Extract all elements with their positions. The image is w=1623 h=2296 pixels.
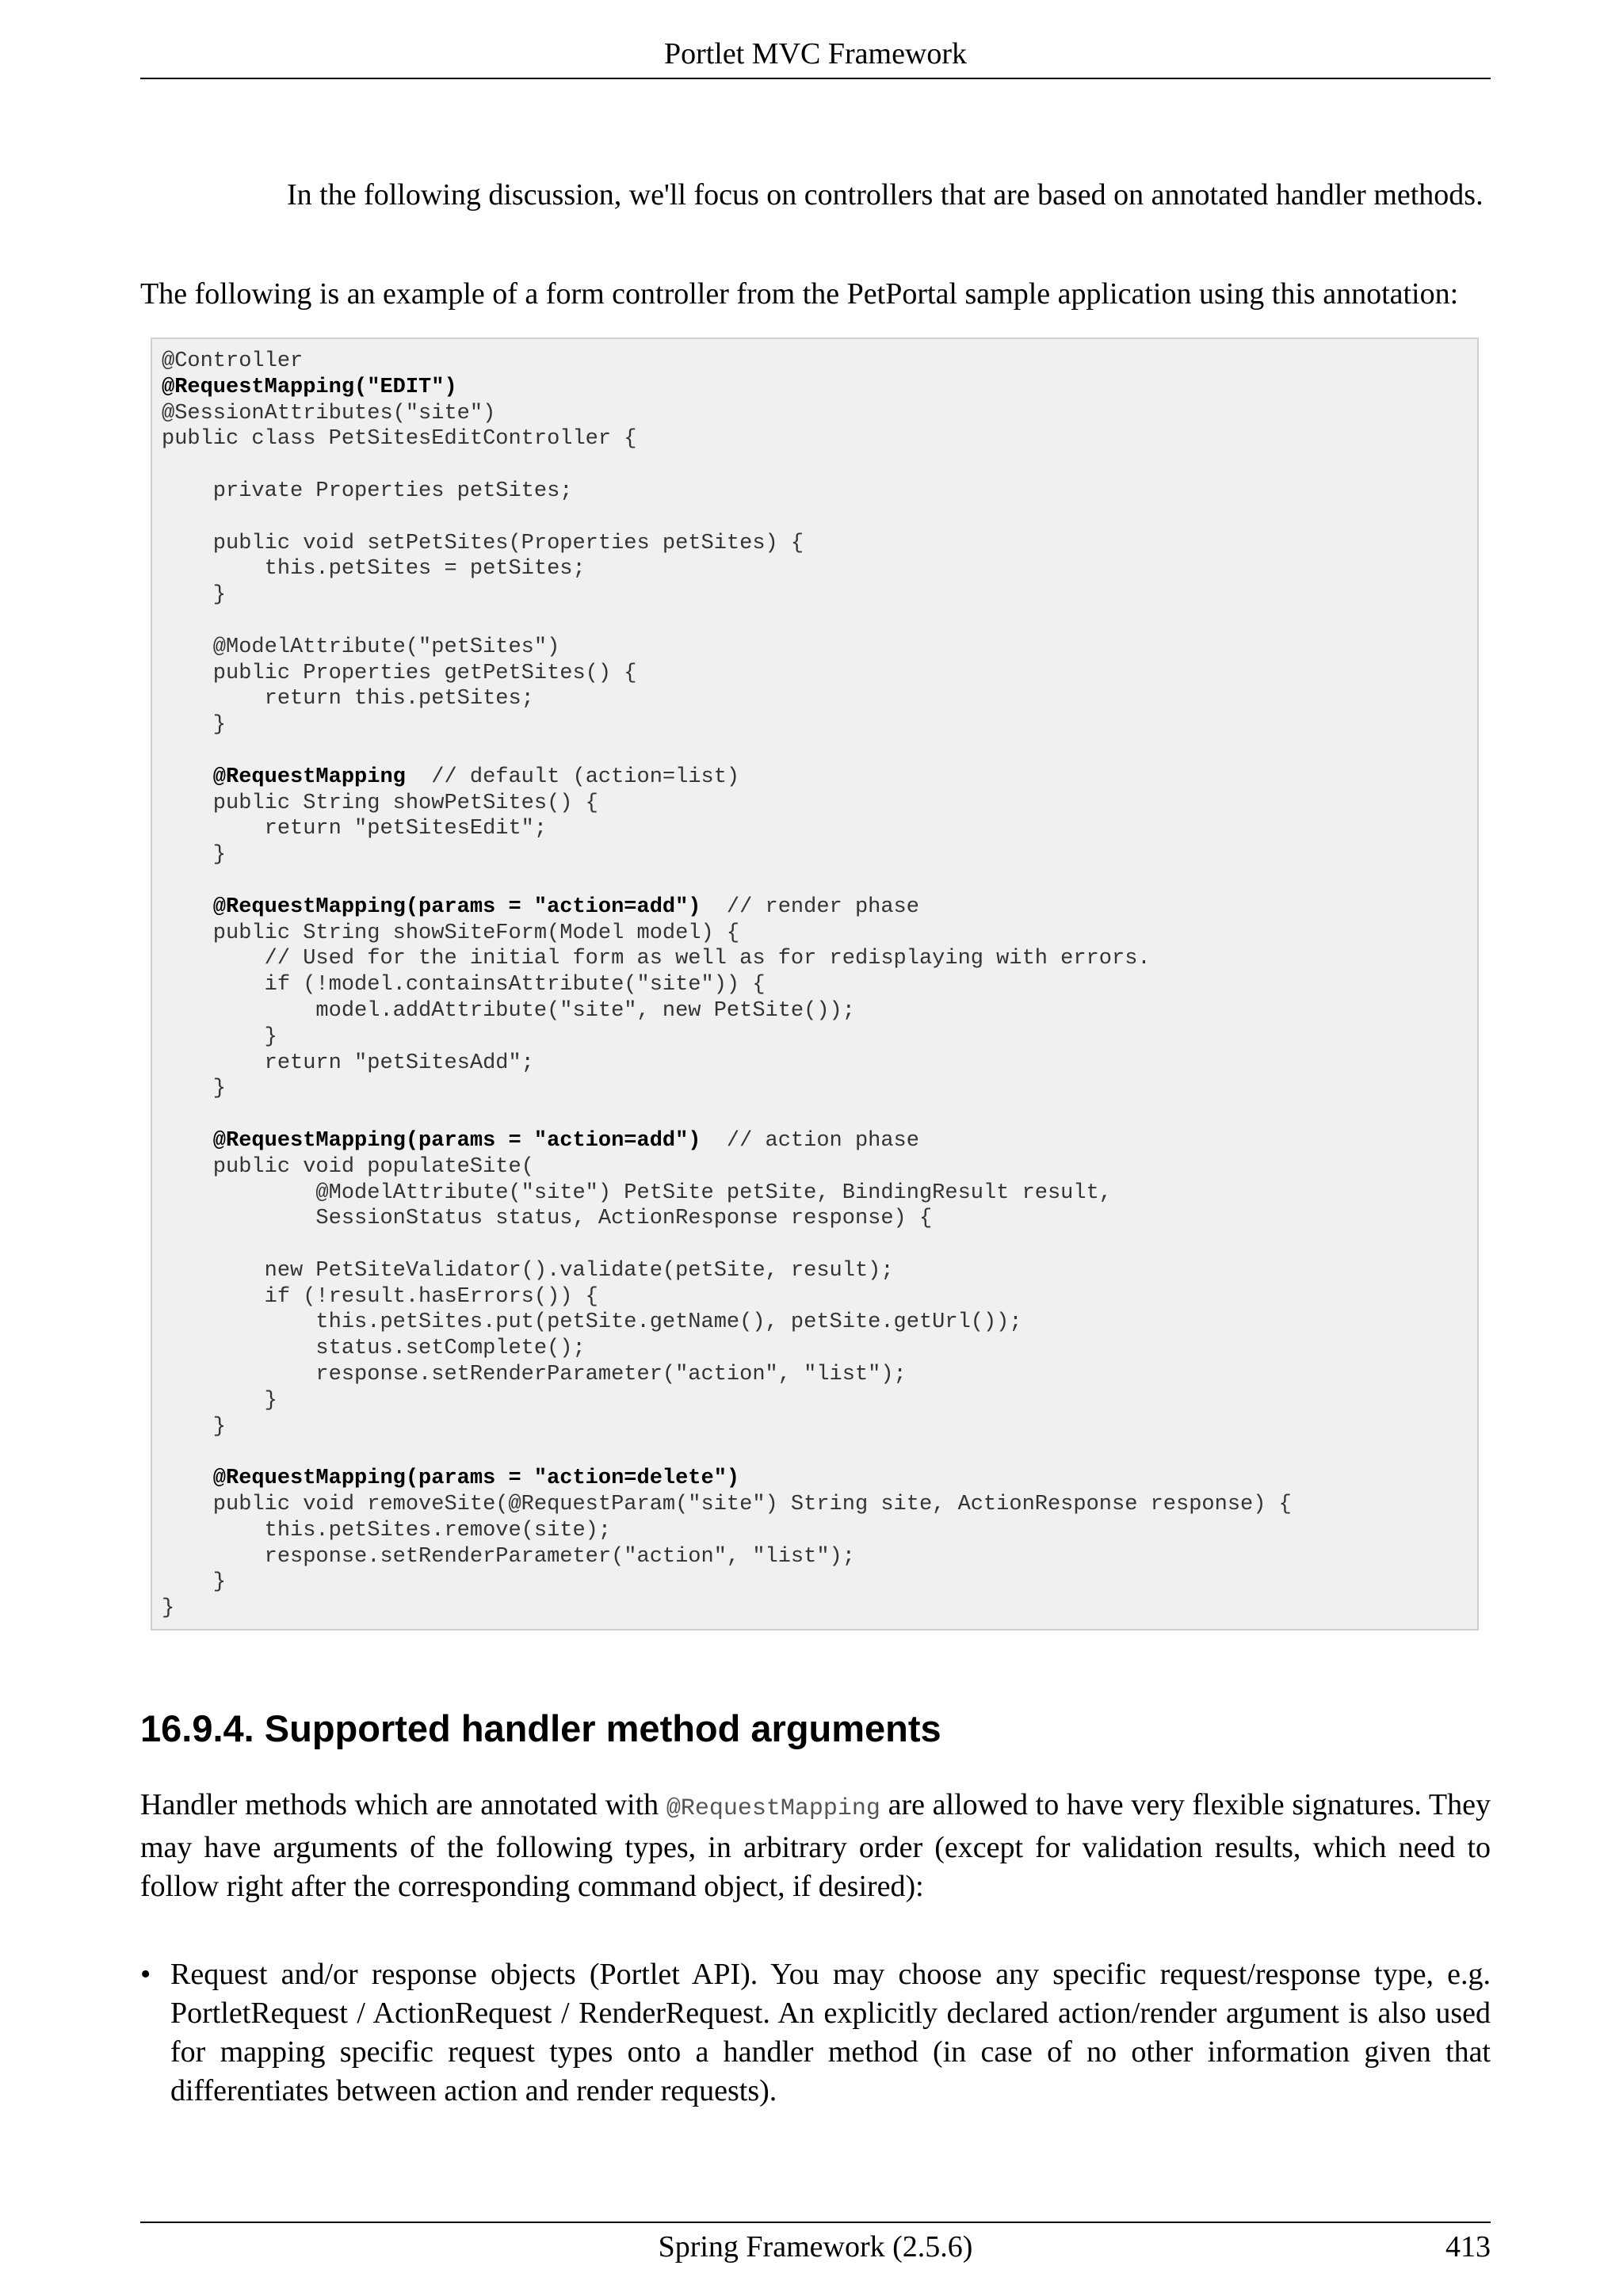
code-line: public String showPetSites() { bbox=[162, 791, 598, 815]
code-line: } bbox=[162, 1388, 277, 1413]
code-line: public void populateSite( bbox=[162, 1154, 534, 1179]
code-line: model.addAttribute("site", new PetSite()); bbox=[162, 998, 855, 1023]
code-annotation: @RequestMapping(params = "action=add") bbox=[162, 1128, 701, 1153]
code-line: return this.petSites; bbox=[162, 687, 534, 711]
code-line: new PetSiteValidator().validate(petSite, result); bbox=[162, 1258, 894, 1283]
code-line: } bbox=[162, 1570, 227, 1595]
code-line bbox=[162, 452, 1292, 479]
code-line: } bbox=[162, 1024, 277, 1049]
code-line bbox=[162, 608, 1292, 635]
code-line: private Properties petSites; bbox=[162, 479, 573, 503]
code-comment: // render phase bbox=[701, 894, 919, 919]
body-text-before: Handler methods which are annotated with bbox=[140, 1788, 666, 1821]
code-line: if (!model.containsAttribute("site")) { bbox=[162, 973, 766, 997]
section-heading: 16.9.4. Supported handler method arguments bbox=[140, 1707, 941, 1749]
code-line: public String showSiteForm(Model model) { bbox=[162, 921, 740, 945]
code-annotation: @RequestMapping(params = "action=add") bbox=[162, 894, 701, 919]
code-line: public Properties getPetSites() { bbox=[162, 661, 637, 685]
code-line bbox=[162, 765, 1292, 791]
body-paragraph bbox=[140, 1786, 1491, 1906]
code-line: @Controller bbox=[162, 349, 304, 373]
code-line: } bbox=[162, 583, 227, 608]
code-line bbox=[162, 1232, 1292, 1258]
code-annotation: @RequestMapping bbox=[162, 765, 406, 789]
code-line: SessionStatus status, ActionResponse response) { bbox=[162, 1207, 933, 1231]
code-line: response.setRenderParameter("action", "list"); bbox=[162, 1363, 907, 1387]
code-line: public class PetSitesEditController { bbox=[162, 427, 637, 452]
code-line: status.setComplete(); bbox=[162, 1337, 586, 1361]
code-line: } bbox=[162, 843, 227, 868]
code-line: @ModelAttribute("petSites") bbox=[162, 635, 560, 659]
code-line: this.petSites.remove(site); bbox=[162, 1518, 612, 1543]
running-header: Portlet MVC Framework bbox=[663, 37, 968, 71]
footer-rule bbox=[140, 2222, 1491, 2223]
code-line bbox=[162, 505, 1292, 531]
code-comment: // default (action=list) bbox=[405, 765, 740, 789]
code-line bbox=[162, 894, 1292, 921]
list-item bbox=[140, 1955, 1491, 2111]
code-line bbox=[162, 1102, 1292, 1128]
code-line bbox=[162, 738, 1292, 765]
inline-code-requestmapping: @RequestMapping bbox=[666, 1795, 880, 1822]
list-item-text: Request and/or response objects (Portlet API). You may choose any specific request/response type, e.g. PortletRequest / ActionRequest / RenderRequest. An explicitly declared action/render argument is also used for mapping specific request types onto a handler method (in case of no other information given that differentiates between action and render requests). bbox=[170, 1958, 1491, 2107]
code-line bbox=[162, 1440, 1292, 1466]
intro-paragraph: The following is an example of a form controller from the PetPortal sample application using this annotation: bbox=[140, 277, 1459, 311]
code-line: public void removeSite(@RequestParam("site") String site, ActionResponse response) { bbox=[162, 1493, 1292, 1517]
code-line: } bbox=[162, 713, 227, 738]
code-line: } bbox=[162, 1414, 227, 1439]
code-line: this.petSites = petSites; bbox=[162, 557, 586, 582]
code-line: return "petSitesEdit"; bbox=[162, 817, 548, 841]
code-line: @RequestMapping(params = "action=delete") bbox=[162, 1466, 740, 1491]
header-rule bbox=[140, 78, 1491, 79]
code-line: } bbox=[162, 1596, 175, 1621]
body-text-after: are allowed to have very flexible signatures. They may have arguments of the following types, in arbitrary order (except for validation results, which need to follow right after the corresponding command object, if desired): bbox=[140, 1788, 1491, 1903]
code-line: this.petSites.put(petSite.getName(), petSite.getUrl()); bbox=[162, 1310, 1022, 1335]
code-line bbox=[162, 1128, 1292, 1154]
code-line: // Used for the initial form as well as for redisplaying with errors. bbox=[162, 947, 1151, 971]
code-line: @ModelAttribute("site") PetSite petSite, BindingResult result, bbox=[162, 1180, 1112, 1205]
footer-title: Spring Framework (2.5.6) bbox=[658, 2230, 973, 2264]
code-line: @SessionAttributes("site") bbox=[162, 401, 496, 425]
code-listing bbox=[162, 349, 1292, 1622]
code-line: response.setRenderParameter("action", "list"); bbox=[162, 1544, 855, 1569]
page-number: 413 bbox=[1445, 2230, 1491, 2264]
intro-paragraph-indented: In the following discussion, we'll focus on controllers that are based on annotated handler methods. bbox=[287, 178, 1484, 212]
code-line: return "petSitesAdd"; bbox=[162, 1051, 534, 1075]
argument-list bbox=[140, 1955, 1491, 2111]
code-line: @RequestMapping("EDIT") bbox=[162, 375, 457, 399]
code-line: public void setPetSites(Properties petSites) { bbox=[162, 531, 804, 555]
code-line: } bbox=[162, 1077, 227, 1101]
code-comment: // action phase bbox=[701, 1128, 919, 1153]
bullet-icon: • bbox=[140, 1958, 151, 1991]
code-line: if (!result.hasErrors()) { bbox=[162, 1284, 598, 1309]
code-line bbox=[162, 868, 1292, 894]
